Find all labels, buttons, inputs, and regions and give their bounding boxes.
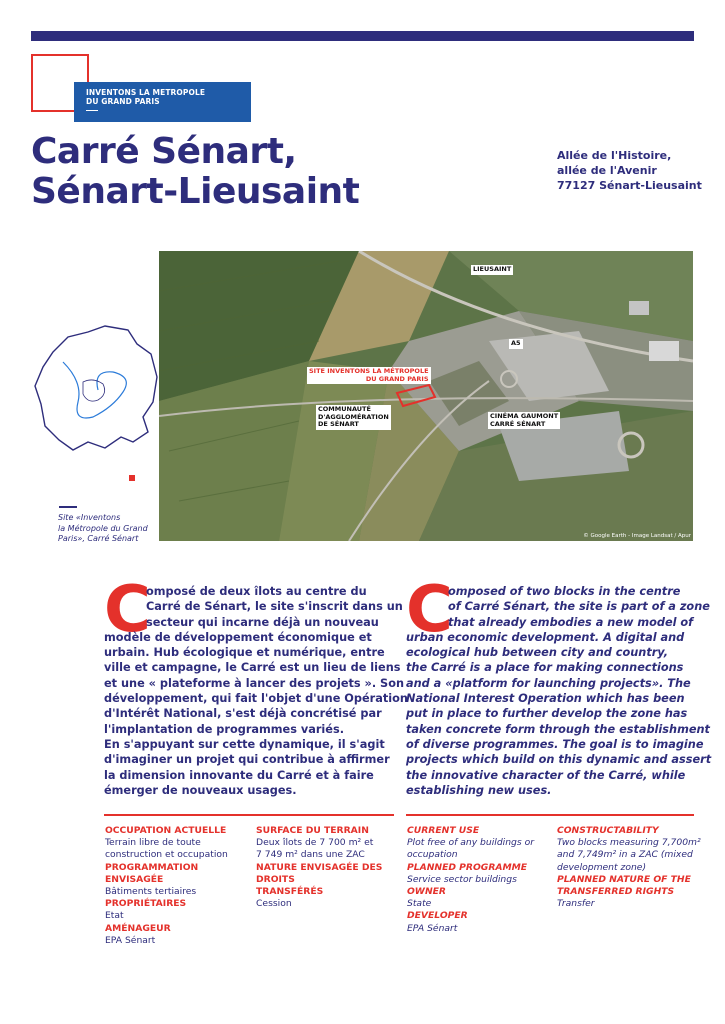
caption-dash — [59, 506, 77, 508]
en-line-2: of Carré Sénart, the site is part of a zone — [448, 600, 710, 614]
info-fr-left — [105, 825, 250, 947]
locator-map — [33, 322, 161, 502]
transferred-rights-heading-1: PLANNED NATURE OF THE — [557, 873, 691, 885]
label-site — [307, 367, 431, 384]
section-tag — [74, 82, 251, 122]
title-line-2: Sénart-Lieusaint — [31, 171, 360, 212]
en-line-3: that already embodies a new model of — [448, 615, 694, 629]
constructability-value-2: and 7,749m² in a ZAC (mixed — [557, 849, 693, 861]
aerial-photo-illustration — [159, 251, 693, 541]
surface-value-2: 7 749 m² dans une ZAC — [256, 849, 365, 861]
rule-fr — [104, 814, 394, 816]
constructability-heading: CONSTRUCTABILITY — [557, 825, 659, 836]
label-site-line-2: DU GRAND PARIS — [365, 374, 429, 383]
rule-en — [406, 814, 694, 816]
proprietaires-value: Etat — [105, 910, 124, 922]
en-line-14: establishing new uses. — [406, 783, 552, 797]
label-cinema-line-2: CARRÉ SÉNART — [490, 419, 546, 428]
en-line-12: projects which build on this dynamic and assert — [406, 753, 712, 767]
occupation-heading: OCCUPATION ACTUELLE — [105, 825, 227, 836]
en-line-10: taken concrete form through the establishment — [406, 722, 710, 736]
en-line-1: omposed of two blocks in the centre — [448, 585, 681, 598]
nature-value: Cession — [256, 898, 292, 910]
en-line-5: ecological hub between city and country, — [406, 646, 669, 660]
fr-line-13: la dimension innovante du Carré et à faire — [104, 768, 374, 782]
tag-dash — [86, 110, 98, 111]
en-line-11: of diverse programmes. The goal is to imagine — [406, 737, 704, 751]
constructability-value-3: development zone) — [557, 861, 647, 873]
programmation-heading: PROGRAMMATION ENVISAGÉE — [105, 861, 199, 885]
label-lieusaint: LIEUSAINT — [473, 265, 512, 273]
fr-line-9: d'Intérêt National, s'est déjà concrétisé par — [104, 707, 382, 721]
photo-caption — [58, 513, 158, 545]
fr-line-3: secteur qui incarne déjà un nouveau — [146, 615, 379, 629]
en-line-9: put in place to further develop the zone has — [406, 707, 688, 721]
fr-line-12: d'imaginer un projet qui contribue à affirmer — [104, 753, 390, 767]
fr-line-7: et une « plateforme à lancer des projets ». Son — [104, 676, 404, 690]
fr-line-10: l'implantation de programmes variés. — [104, 722, 344, 736]
amenageur-value: EPA Sénart — [105, 934, 156, 946]
tag-line-2: DU GRAND PARIS — [86, 97, 160, 106]
drop-cap-fr: C — [104, 573, 151, 647]
address-line-2: allée de l'Avenir — [557, 164, 657, 177]
caption-line-1: Site «Inventons — [58, 513, 121, 522]
label-a5: A5 — [511, 339, 521, 347]
current-use-heading: CURRENT USE — [407, 825, 480, 836]
transferred-rights-heading-2: TRANSFERRED RIGHTS — [557, 886, 675, 898]
page-title — [31, 132, 359, 212]
occupation-value-1: Terrain libre de toute — [105, 837, 201, 849]
current-use-value-2: occupation — [407, 849, 458, 861]
en-line-13: the innovative character of the Carré, while — [406, 768, 686, 782]
label-communaute-line-2: D'AGGLOMÉRATION — [318, 412, 389, 421]
programmation-value: Bâtiments tertiaires — [105, 886, 197, 898]
fr-line-5: urbain. Hub écologique et numérique, entre — [104, 646, 385, 660]
surface-value-1: Deux îlots de 7 700 m² et — [256, 837, 374, 849]
aerial-photo — [159, 251, 693, 541]
info-en-left — [407, 825, 552, 935]
label-communaute-line-1: COMMUNAUTÉ — [318, 405, 371, 413]
caption-line-2: la Métropole du Grand — [58, 523, 148, 533]
drop-cap-en: C — [406, 573, 453, 647]
transferred-rights-value: Transfer — [557, 898, 595, 910]
fr-line-14: émerger de nouveaux usages. — [104, 783, 297, 797]
planned-programme-value: Service sector buildings — [407, 873, 517, 885]
proprietaires-heading: PROPRIÉTAIRES — [105, 898, 187, 910]
address-line-3: 77127 Sénart-Lieusaint — [557, 179, 702, 192]
locator-map-drawing — [33, 322, 161, 502]
info-en-right — [557, 825, 702, 910]
occupation-value-2: construction et occupation — [105, 849, 228, 861]
fr-line-11: En s'appuyant sur cette dynamique, il s'agit — [104, 737, 385, 751]
photo-credit: © Google Earth - Image Landsat / Apur — [583, 533, 691, 539]
title-line-1: Carré Sénart, — [31, 131, 297, 172]
label-cinema-line-1: CINÉMA GAUMONT — [490, 412, 559, 420]
label-communaute-line-3: DE SÉNART — [318, 420, 359, 428]
en-line-6: the Carré is a place for making connections — [406, 661, 684, 675]
constructability-value-1: Two blocks measuring 7,700m² — [557, 837, 701, 849]
label-communaute — [316, 405, 391, 430]
tag-line-1: INVENTONS LA METROPOLE — [86, 88, 206, 97]
amenageur-heading: AMÉNAGEUR — [105, 922, 171, 934]
label-site-line-1: SITE INVENTONS LA MÉTROPOLE — [309, 367, 429, 375]
top-bar — [31, 31, 694, 41]
fr-line-1: omposé de deux îlots au centre du — [146, 585, 367, 598]
body-text-en — [406, 584, 712, 798]
developer-heading: DEVELOPER — [407, 910, 468, 922]
en-line-8: National Interest Operation which has been — [406, 692, 685, 706]
caption-line-3: Paris», Carré Sénart — [58, 534, 139, 543]
body-text-fr — [104, 584, 408, 798]
fr-line-4: modèle de développement économique et — [104, 630, 372, 644]
nature-heading-1: NATURE ENVISAGÉE DES DROITS — [256, 861, 383, 885]
fr-line-8: développement, qui fait l'objet d'une Opération — [104, 692, 408, 706]
fr-line-2: Carré de Sénart, le site s'inscrit dans un — [146, 600, 403, 614]
en-line-4: urban economic development. A digital and — [406, 630, 685, 644]
planned-programme-heading: PLANNED PROGRAMME — [407, 861, 528, 873]
address — [557, 148, 702, 193]
en-line-7: and a «platform for launching projects». The — [406, 676, 691, 690]
developer-value: EPA Sénart — [407, 922, 458, 934]
fr-line-6: ville et campagne, le Carré est un lieu de liens — [104, 661, 401, 675]
owner-heading: OWNER — [407, 886, 446, 898]
label-cinema — [488, 412, 560, 429]
info-fr-right — [256, 825, 401, 910]
current-use-value-1: Plot free of any buildings or — [407, 837, 534, 849]
owner-value: State — [407, 898, 432, 910]
nature-heading-2: TRANSFÉRÉS — [256, 886, 324, 898]
address-line-1: Allée de l'Histoire, — [557, 149, 672, 162]
surface-heading: SURFACE DU TERRAIN — [256, 825, 369, 836]
